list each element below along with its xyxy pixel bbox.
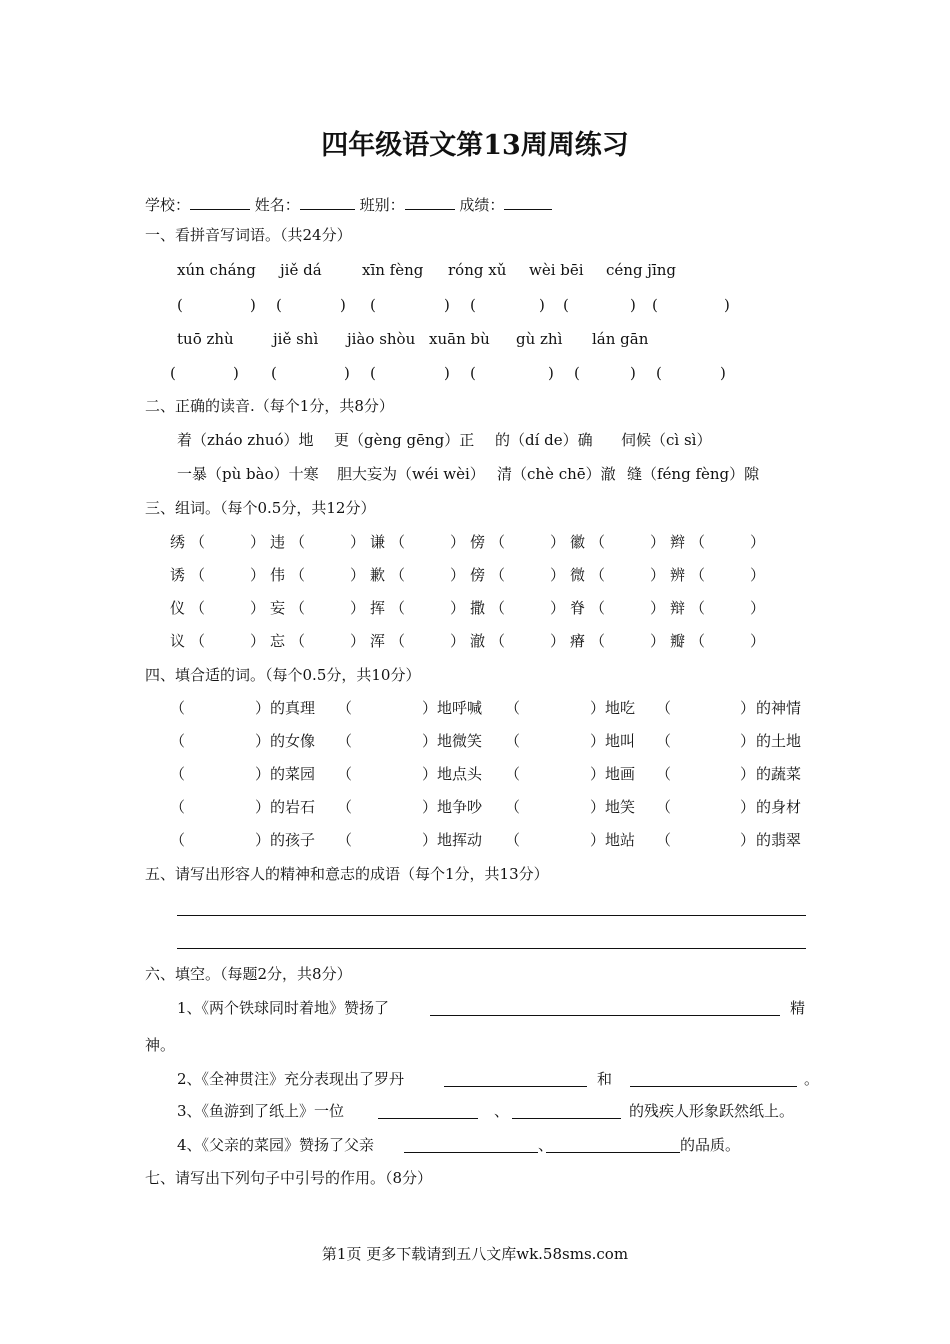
fill-word-suffix: 的女像 — [270, 732, 316, 750]
paren-close: ） — [750, 599, 766, 617]
paren-open: （ — [490, 632, 506, 650]
paren-open: （ — [690, 566, 706, 584]
paren-open: （ — [337, 798, 353, 816]
paren-close: ） — [250, 566, 266, 584]
fill-word-suffix: 地挥动 — [437, 831, 483, 849]
word-group-char: 瘠 — [570, 632, 586, 650]
word-group-char: 徽 — [570, 533, 586, 551]
paren-open: （ — [490, 533, 506, 551]
name-blank[interactable] — [300, 195, 355, 210]
fill-word-suffix: 地画 — [605, 765, 636, 783]
paren-close: ) — [630, 364, 636, 382]
paren-open: （ — [390, 632, 406, 650]
fill-word-suffix: 的菜园 — [270, 765, 316, 783]
paren-open: ( — [271, 364, 277, 382]
fill-word-suffix: 地争吵 — [437, 798, 483, 816]
paren-open: （ — [170, 699, 186, 717]
question-2-and: 和 — [597, 1070, 613, 1088]
question-4-end: 的品质。 — [680, 1136, 741, 1154]
paren-close: ) — [233, 364, 239, 382]
fill-word-suffix: 地点头 — [437, 765, 483, 783]
question-3-blank-1[interactable] — [378, 1104, 478, 1119]
paren-close: ） — [750, 533, 766, 551]
question-1-wrap: 神。 — [145, 1036, 176, 1054]
paren-close: ） — [255, 699, 271, 717]
paren-close: ） — [650, 632, 666, 650]
paren-close: ) — [539, 296, 545, 314]
fill-word-suffix: 地叫 — [605, 732, 636, 750]
pronunciation-item: 更（gèng gēng）正 — [334, 431, 475, 449]
paren-open: （ — [490, 599, 506, 617]
paren-open: （ — [656, 699, 672, 717]
paren-open: （ — [190, 632, 206, 650]
paren-close: ） — [750, 566, 766, 584]
fill-word-suffix: 地笑 — [605, 798, 636, 816]
paren-open: （ — [290, 632, 306, 650]
word-group-char: 诱 — [170, 566, 186, 584]
paren-close: ) — [630, 296, 636, 314]
pinyin-item: céng jīng — [606, 261, 677, 279]
question-2-text: 2、《全神贯注》充分表现出了罗丹 — [177, 1070, 405, 1088]
paren-open: （ — [290, 533, 306, 551]
paren-close: ） — [255, 798, 271, 816]
answer-line[interactable] — [177, 915, 806, 916]
school-label: 学校： — [145, 196, 191, 214]
paren-open: （ — [690, 533, 706, 551]
paren-close: ） — [650, 599, 666, 617]
paren-close: ） — [740, 831, 756, 849]
paren-open: （ — [190, 566, 206, 584]
fill-word-suffix: 的岩石 — [270, 798, 316, 816]
paren-open: （ — [590, 566, 606, 584]
question-1-end: 精 — [790, 999, 806, 1017]
paren-close: ） — [422, 699, 438, 717]
fill-word-suffix: 的翡翠 — [756, 831, 802, 849]
paren-open: （ — [490, 566, 506, 584]
paren-open: （ — [656, 798, 672, 816]
paren-open: （ — [505, 699, 521, 717]
name-label: 姓名： — [254, 196, 300, 214]
question-4-sep: 、 — [538, 1136, 554, 1154]
fill-word-suffix: 的身材 — [756, 798, 802, 816]
paren-close: ） — [590, 798, 606, 816]
paren-close: ） — [740, 798, 756, 816]
word-group-char: 澈 — [470, 632, 486, 650]
word-group-char: 违 — [270, 533, 286, 551]
paren-open: （ — [505, 732, 521, 750]
paren-close: ） — [590, 831, 606, 849]
fill-word-suffix: 的孩子 — [270, 831, 316, 849]
class-label: 班别： — [359, 196, 405, 214]
paren-close: ） — [422, 798, 438, 816]
paren-open: ( — [470, 296, 476, 314]
paren-open: ( — [276, 296, 282, 314]
paren-close: ） — [650, 566, 666, 584]
paren-close: ） — [255, 732, 271, 750]
pinyin-item: xīn fèng — [362, 261, 424, 279]
score-blank[interactable] — [504, 195, 552, 210]
paren-open: （ — [590, 533, 606, 551]
paren-open: ( — [574, 364, 580, 382]
paren-open: （ — [690, 599, 706, 617]
school-blank[interactable] — [190, 195, 250, 210]
paren-close: ） — [450, 566, 466, 584]
pronunciation-item: 的（dí de）确 — [495, 431, 593, 449]
word-group-char: 辫 — [670, 533, 686, 551]
pinyin-item: lán gān — [592, 330, 649, 348]
paren-open: （ — [656, 831, 672, 849]
paren-open: （ — [190, 599, 206, 617]
question-2-blank-1[interactable] — [444, 1072, 587, 1087]
section-2-heading: 二、正确的读音.（每个1分，共8分） — [145, 397, 394, 415]
paren-close: ) — [340, 296, 346, 314]
paren-open: （ — [170, 732, 186, 750]
word-group-char: 歉 — [370, 566, 386, 584]
pinyin-item: xún cháng — [177, 261, 256, 279]
section-4-heading: 四、填合适的词。（每个0.5分，共10分） — [145, 666, 421, 684]
pronunciation-item: 伺候（cì sì） — [621, 431, 712, 449]
pronunciation-item: 一暴（pù bào）十寒 — [177, 465, 319, 483]
pinyin-item: xuān bù — [429, 330, 490, 348]
paren-open: （ — [290, 599, 306, 617]
paren-close: ） — [422, 732, 438, 750]
pinyin-item: jiě dá — [280, 261, 322, 279]
fill-word-suffix: 的真理 — [270, 699, 316, 717]
student-info-line — [145, 195, 552, 213]
question-4-blank-2[interactable] — [546, 1138, 680, 1153]
question-2-blank-2[interactable] — [630, 1072, 797, 1087]
paren-open: （ — [590, 599, 606, 617]
pronunciation-item: 胆大妄为（wéi wèi） — [337, 465, 485, 483]
word-group-char: 伟 — [270, 566, 286, 584]
paren-close: ） — [590, 732, 606, 750]
paren-open: ( — [470, 364, 476, 382]
paren-open: （ — [390, 566, 406, 584]
question-3-sep: 、 — [494, 1102, 510, 1120]
paren-open: （ — [170, 798, 186, 816]
fill-word-suffix: 地呼喊 — [437, 699, 483, 717]
paren-close: ） — [750, 632, 766, 650]
page-footer: 第1页 更多下载请到五八文库wk.58sms.com — [321, 1245, 629, 1263]
paren-close: ) — [444, 364, 450, 382]
paren-close: ） — [422, 831, 438, 849]
paren-close: ） — [590, 699, 606, 717]
fill-word-suffix: 地微笑 — [437, 732, 483, 750]
paren-open: （ — [170, 765, 186, 783]
paren-open: （ — [290, 566, 306, 584]
question-3-end: 的残疾人形象跃然纸上。 — [629, 1102, 795, 1120]
question-3-blank-2[interactable] — [512, 1104, 621, 1119]
paren-close: ） — [650, 533, 666, 551]
pinyin-item: jiào shòu — [347, 330, 416, 348]
paren-close: ） — [350, 632, 366, 650]
paren-close: ） — [740, 699, 756, 717]
paren-open: ( — [563, 296, 569, 314]
section-3-heading: 三、组词。（每个0.5分，共12分） — [145, 499, 376, 517]
paren-close: ） — [550, 566, 566, 584]
paren-open: ( — [370, 364, 376, 382]
paren-close: ） — [422, 765, 438, 783]
word-group-char: 忘 — [270, 632, 286, 650]
word-group-char: 谦 — [370, 533, 386, 551]
paren-open: （ — [170, 831, 186, 849]
word-group-char: 撒 — [470, 599, 486, 617]
paren-close: ） — [450, 632, 466, 650]
paren-open: （ — [337, 699, 353, 717]
pronunciation-item: 着（zháo zhuó）地 — [177, 431, 314, 449]
paren-close: ） — [255, 831, 271, 849]
paren-close: ） — [250, 599, 266, 617]
paren-open: （ — [505, 831, 521, 849]
fill-word-suffix: 地吃 — [605, 699, 636, 717]
paren-open: （ — [590, 632, 606, 650]
paren-close: ） — [450, 599, 466, 617]
paren-close: ） — [550, 599, 566, 617]
fill-word-suffix: 的土地 — [756, 732, 802, 750]
question-1-text: 1、《两个铁球同时着地》赞扬了 — [177, 999, 390, 1017]
paren-close: ） — [255, 765, 271, 783]
paren-close: ) — [724, 296, 730, 314]
pinyin-item: gù zhì — [516, 330, 563, 348]
paren-close: ) — [720, 364, 726, 382]
paren-open: （ — [190, 533, 206, 551]
paren-close: ） — [550, 533, 566, 551]
word-group-char: 傍 — [470, 566, 486, 584]
question-4-text: 4、《父亲的菜园》赞扬了父亲 — [177, 1136, 375, 1154]
question-1-blank[interactable] — [430, 1001, 780, 1016]
fill-word-suffix: 的神情 — [756, 699, 802, 717]
word-group-char: 议 — [170, 632, 186, 650]
paren-close: ） — [250, 533, 266, 551]
paren-close: ) — [444, 296, 450, 314]
word-group-char: 仪 — [170, 599, 186, 617]
word-group-char: 脊 — [570, 599, 586, 617]
page-title: 四年级语文第13周周练习 — [321, 130, 629, 161]
section-1-heading: 一、看拼音写词语。（共24分） — [145, 226, 352, 244]
paren-close: ） — [350, 533, 366, 551]
word-group-char: 浑 — [370, 632, 386, 650]
score-label: 成绩： — [459, 196, 505, 214]
word-group-char: 傍 — [470, 533, 486, 551]
paren-close: ) — [548, 364, 554, 382]
section-7-heading: 七、请写出下列句子中引号的作用。（8分） — [145, 1169, 433, 1187]
word-group-char: 绣 — [170, 533, 186, 551]
fill-word-suffix: 的蔬菜 — [756, 765, 802, 783]
pinyin-item: wèi bēi — [529, 261, 584, 279]
question-4-blank-1[interactable] — [404, 1138, 538, 1153]
answer-line[interactable] — [177, 948, 806, 949]
paren-close: ） — [250, 632, 266, 650]
word-group-char: 辩 — [670, 599, 686, 617]
paren-open: ( — [170, 364, 176, 382]
paren-close: ) — [250, 296, 256, 314]
word-group-char: 辨 — [670, 566, 686, 584]
word-group-char: 微 — [570, 566, 586, 584]
pinyin-item: róng xǔ — [448, 261, 507, 279]
word-group-char: 挥 — [370, 599, 386, 617]
paren-close: ） — [590, 765, 606, 783]
paren-open: （ — [505, 765, 521, 783]
paren-close: ） — [550, 632, 566, 650]
paren-open: （ — [390, 599, 406, 617]
paren-close: ） — [450, 533, 466, 551]
paren-open: ( — [177, 296, 183, 314]
paren-close: ） — [740, 765, 756, 783]
paren-open: （ — [337, 765, 353, 783]
fill-word-suffix: 地站 — [605, 831, 636, 849]
paren-close: ） — [740, 732, 756, 750]
pinyin-item: jiě shì — [273, 330, 319, 348]
paren-close: ) — [344, 364, 350, 382]
paren-open: （ — [505, 798, 521, 816]
section-6-heading: 六、填空。（每题2分，共8分） — [145, 965, 352, 983]
section-5-heading: 五、请写出形容人的精神和意志的成语（每个1分，共13分） — [145, 865, 549, 883]
word-group-char: 妄 — [270, 599, 286, 617]
paren-close: ） — [350, 599, 366, 617]
paren-open: （ — [656, 765, 672, 783]
class-blank[interactable] — [405, 195, 455, 210]
pinyin-item: tuō zhù — [177, 330, 234, 348]
paren-open: ( — [370, 296, 376, 314]
question-2-end: 。 — [804, 1070, 820, 1088]
paren-open: （ — [337, 732, 353, 750]
paren-open: （ — [337, 831, 353, 849]
paren-open: ( — [656, 364, 662, 382]
question-3-text: 3、《鱼游到了纸上》一位 — [177, 1102, 345, 1120]
paren-open: （ — [690, 632, 706, 650]
paren-open: （ — [390, 533, 406, 551]
paren-open: （ — [656, 732, 672, 750]
paren-close: ） — [350, 566, 366, 584]
word-group-char: 瓣 — [670, 632, 686, 650]
pronunciation-item: 缝（féng fèng）隙 — [627, 465, 760, 483]
paren-open: ( — [652, 296, 658, 314]
pronunciation-item: 清（chè chē）澈 — [497, 465, 616, 483]
